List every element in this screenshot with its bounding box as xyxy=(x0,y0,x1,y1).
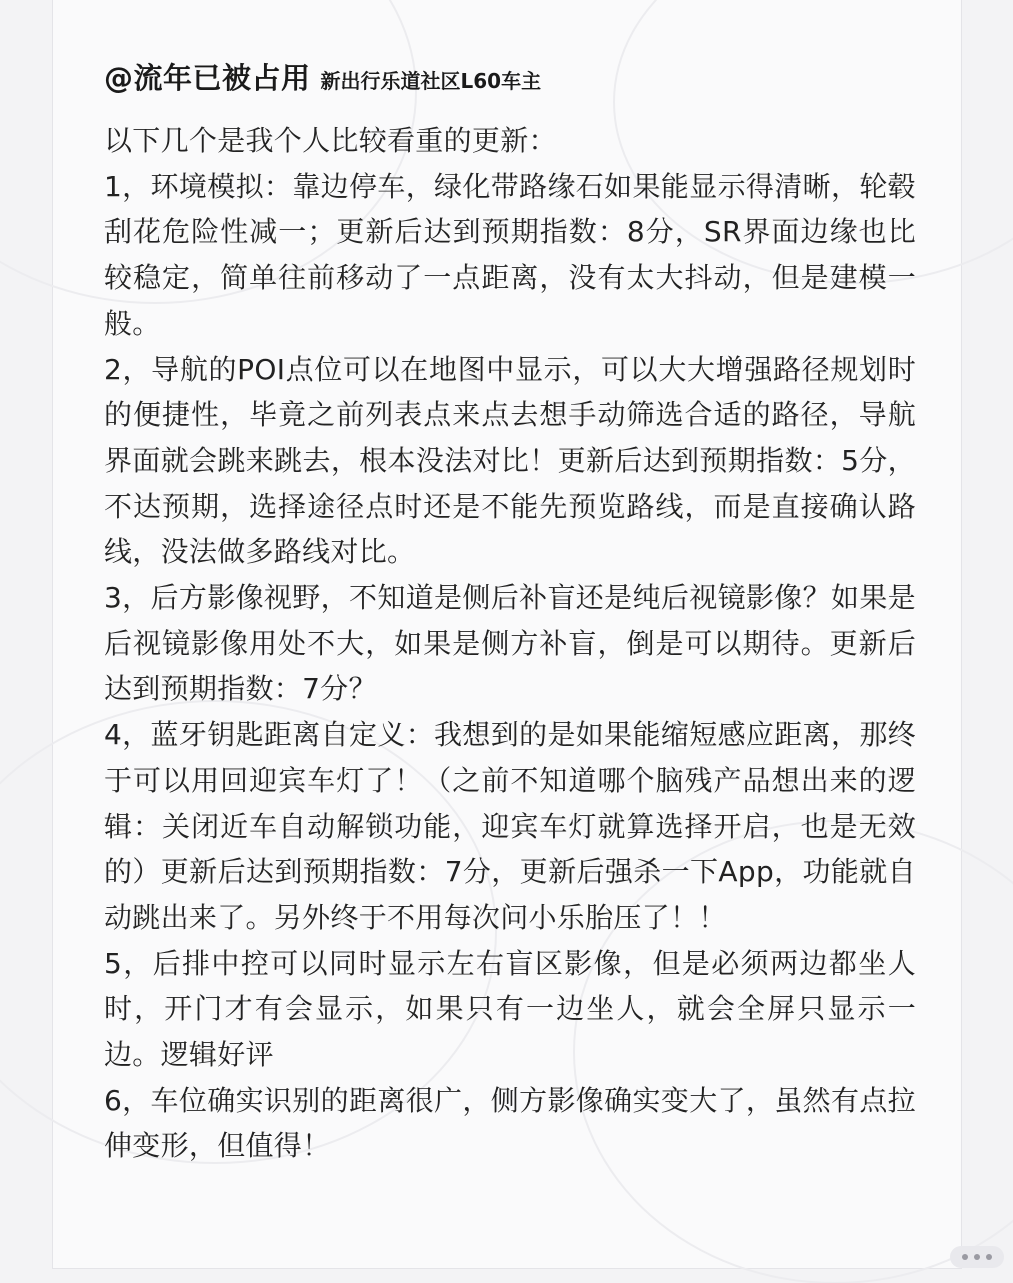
author-name[interactable]: @流年已被占用 xyxy=(104,61,311,95)
more-icon[interactable] xyxy=(950,1246,1004,1268)
update-item-5: 5，后排中控可以同时显示左右盲区影像，但是必须两边都坐人时，开门才有会显示，如果只有一边坐人，就会全屏只显示一边。逻辑好评 xyxy=(104,946,916,1072)
author-tagline: 新出行乐道社区L60车主 xyxy=(320,69,542,93)
post-body xyxy=(104,118,916,1169)
update-item-4: 4，蓝牙钥匙距离自定义：我想到的是如果能缩短感应距离，那终于可以用回迎宾车灯了！（之前不知道哪个脑残产品想出来的逻辑：关闭近车自动解锁功能，迎宾车灯就算选择开启，也是无效的）更新后达到预期指数：7分，更新后强杀一下App，功能就自动跳出来了。另外终于不用每次问小乐胎压了！！ xyxy=(104,718,916,934)
intro-paragraph: 以下几个是我个人比较看重的更新： xyxy=(104,124,557,157)
update-item-2: 2，导航的POI点位可以在地图中显示，可以大大增强路径规划时的便捷性，毕竟之前列表点来点去想手动筛选合适的路径，导航界面就会跳来跳去，根本没法对比！更新后达到预期指数：5分，不达预期，选择途径点时还是不能先预览路线，而是直接确认路线，没法做多路线对比。 xyxy=(104,352,916,569)
update-item-3: 3，后方影像视野，不知道是侧后补盲还是纯后视镜影像？如果是后视镜影像用处不大，如果是侧方补盲，倒是可以期待。更新后达到预期指数：7分？ xyxy=(104,581,916,706)
update-item-6: 6，车位确实识别的距离很广，侧方影像确实变大了，虽然有点拉伸变形，但值得！ xyxy=(104,1083,916,1163)
update-item-1: 1，环境模拟：靠边停车，绿化带路缘石如果能显示得清晰，轮毂刮花危险性减一；更新后达到预期指数：8分，SR界面边缘也比较稳定，简单往前移动了一点距离，没有太大抖动，但是建模一般。 xyxy=(104,169,916,340)
post-header xyxy=(104,56,541,97)
